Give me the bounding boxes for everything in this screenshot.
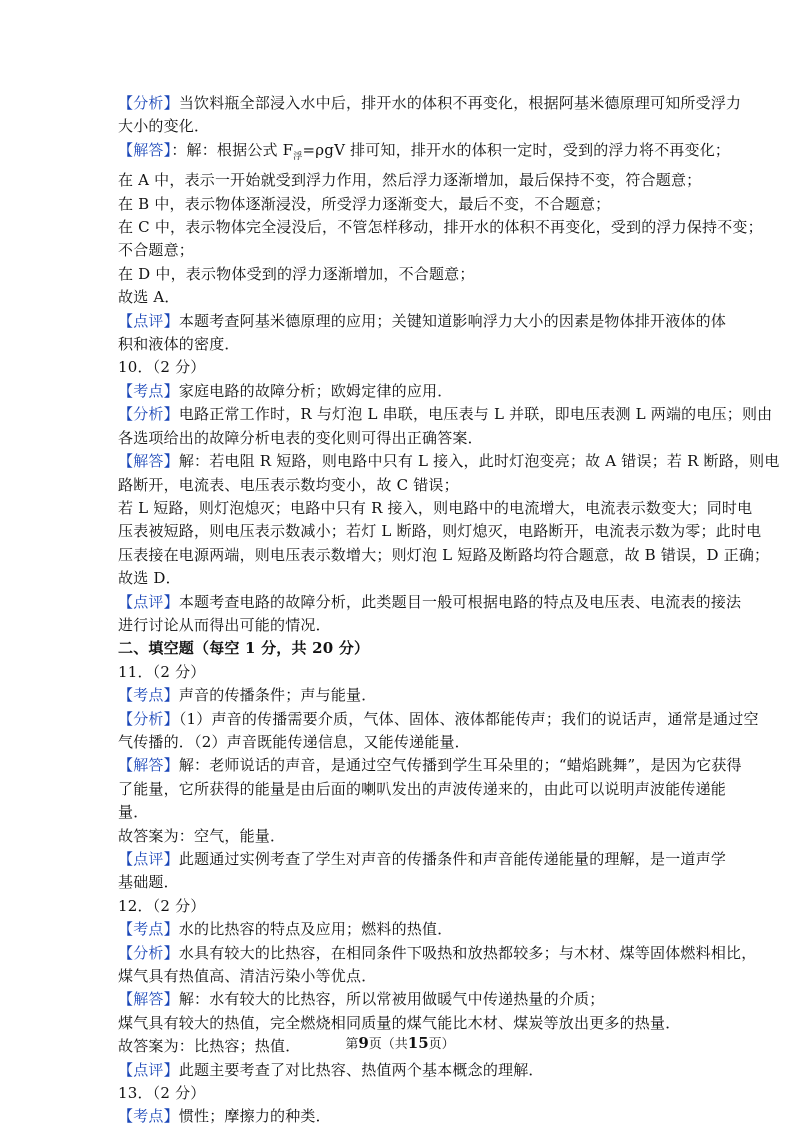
line-text: 若 L 短路，则灯泡熄灭；电路中只有 R 接入，则电路中的电流增大，电流表示数变大；同时电 — [118, 498, 753, 517]
line-text: 12．（2 分） — [118, 896, 206, 915]
section-tag: 【考点】 — [118, 1107, 179, 1126]
line-text: （1）声音的传播需要介质，气体、固体、液体都能传声；我们的说话声，通常是通过空 — [178, 709, 759, 728]
text-line — [118, 139, 731, 169]
line-text: 在 C 中，表示物体完全浸没后，不管怎样移动，排开水的体积不再变化，受到的浮力保持不变； — [118, 218, 763, 237]
text-line — [118, 614, 686, 637]
footer-total-pages: 15 — [407, 1034, 429, 1052]
text-line — [118, 115, 686, 138]
text-line — [118, 544, 770, 567]
line-text: 二、填空题（每空 1 分，共 20 分） — [118, 639, 370, 658]
text-line — [118, 801, 686, 824]
line-text: 大小的变化． — [118, 117, 210, 136]
line-text: 解：水有较大的比热容，所以常被用做暖气中传递热量的介质； — [178, 990, 605, 1009]
section-tag: 【解答】 — [118, 452, 179, 471]
text-line — [118, 474, 686, 497]
line-text: 故答案为：比热容；热值． — [118, 1037, 301, 1056]
line-text: 压表接在电源两端，则电压表示数增大；则灯泡 L 短路及断路均符合题意，故 B 错误，D 正确； — [118, 545, 770, 564]
line-text: 故选 A． — [118, 288, 180, 307]
footer-suffix: 页） — [428, 1037, 455, 1052]
section-tag: 【分析】 — [118, 405, 179, 424]
line-text: 故答案为：空气，能量． — [118, 826, 286, 845]
line-text: 11．（2 分） — [118, 662, 206, 681]
text-line — [118, 497, 753, 520]
text-line — [118, 965, 686, 988]
line-text: ：解：根据公式 F — [171, 140, 294, 159]
line-text: 此题通过实例考查了学生对声音的传播条件和声音能传递能量的理解，是一道声学 — [178, 850, 727, 868]
text-line — [118, 942, 757, 965]
text-line — [118, 193, 686, 216]
footer-mid: 页（共 — [368, 1037, 408, 1052]
line-text: 水的比热容的特点及应用；燃料的热值． — [178, 920, 453, 939]
text-line — [118, 754, 742, 777]
section-tag: 【点评】 — [118, 1060, 179, 1079]
line-text: 在 A 中，表示一开始就受到浮力作用，然后浮力逐渐增加，最后保持不变，符合题意； — [118, 171, 702, 190]
line-text: =ρgV 排可知，排开水的体积一定时，受到的浮力将不再变化； — [302, 140, 731, 159]
line-text: 此题主要考查了对比热容、热值两个基本概念的理解． — [178, 1060, 544, 1079]
line-text: 本题考查电路的故障分析，此类题目一般可根据电路的特点及电压表、电流表的接法 — [178, 592, 742, 611]
text-line — [118, 871, 686, 894]
text-line — [118, 403, 773, 426]
line-text: 当饮料瓶全部浸入水中后，排开水的体积不再变化，根据阿基米德原理可知所受浮力 — [178, 94, 742, 112]
line-text: 本题考查阿基米德原理的应用；关键知道影响浮力大小的因素是物体排开液体的体 — [178, 311, 727, 330]
document-body — [118, 92, 780, 1129]
text-line — [118, 356, 686, 379]
text-line — [118, 591, 742, 614]
text-line — [118, 239, 686, 262]
text-line — [118, 684, 686, 707]
line-text: 煤气具有热值高、清洁污染小等优点． — [118, 967, 377, 986]
line-text: 解：若电阻 R 短路，则电路中只有 L 接入，此时灯泡变亮；故 A 错误；若 R 断路，则电 — [178, 452, 780, 471]
line-text: 了能量，它所获得的能量是由后面的喇叭发出的声波传递来的，由此可以说明声波能传递能 — [118, 779, 727, 798]
section-tag: 【解答】 — [118, 990, 179, 1009]
text-line — [118, 778, 727, 801]
text-line — [118, 310, 727, 333]
section-tag: 【分析】 — [118, 943, 179, 962]
text-line — [118, 263, 686, 286]
section-tag: 【解答】 — [118, 756, 179, 775]
text-line — [118, 825, 686, 848]
text-line — [118, 661, 686, 684]
text-line — [118, 1105, 686, 1128]
section-tag: 【点评】 — [118, 850, 179, 868]
line-text: 各选项给出的故障分析电表的变化则可得出正确答案． — [118, 428, 483, 447]
text-line — [118, 1012, 686, 1035]
text-line — [118, 520, 762, 543]
footer-page-number: 9 — [358, 1034, 369, 1052]
line-text: 故选 D． — [118, 569, 181, 588]
text-line — [118, 1082, 686, 1105]
text-line — [118, 380, 686, 403]
text-line — [118, 169, 702, 192]
section-tag: 【分析】 — [118, 94, 179, 112]
line-text: 不合题意； — [118, 241, 195, 260]
line-text: 量． — [118, 803, 149, 822]
line-text: 解：老师说话的声音，是通过空气传播到学生耳朵里的；“蜡焰跳舞”，是因为它获得 — [178, 756, 742, 775]
subscript: 浮 — [293, 151, 303, 162]
text-line — [118, 216, 763, 239]
line-text: 气传播的．（2）声音既能传递信息，又能传递能量． — [118, 732, 470, 751]
text-line — [118, 708, 759, 731]
line-text: 在 D 中，表示物体受到的浮力逐渐增加，不合题意； — [118, 264, 475, 283]
line-text: 路断开，电流表、电压表示数均变小，故 C 错误； — [118, 475, 459, 494]
line-text: 煤气具有较大的热值，完全燃烧相同质量的煤气能比木材、煤炭等放出更多的热量． — [118, 1013, 681, 1032]
text-line — [118, 895, 686, 918]
section-tag: 【考点】 — [118, 686, 179, 705]
line-text: 基础题． — [118, 873, 179, 892]
line-text: 声音的传播条件；声与能量． — [178, 686, 377, 705]
text-line — [118, 637, 686, 660]
section-tag: 【点评】 — [118, 592, 179, 611]
line-text: 水具有较大的比热容，在相同条件下吸热和放热都较多；与木材、煤等固体燃料相比， — [178, 943, 757, 962]
text-line — [118, 918, 686, 941]
section-tag: 【考点】 — [118, 920, 179, 939]
text-line — [118, 427, 686, 450]
line-text: 家庭电路的故障分析；欧姆定律的应用． — [178, 381, 453, 400]
text-line — [118, 988, 686, 1011]
section-tag: 【点评】 — [118, 311, 179, 330]
footer-prefix: 第 — [345, 1037, 359, 1052]
line-text: 电路正常工作时，R 与灯泡 L 串联，电压表与 L 并联，即电压表测 L 两端的电压；则由 — [178, 405, 773, 424]
text-line — [118, 1059, 686, 1082]
text-line — [118, 92, 742, 115]
section-tag: 【解答】 — [118, 140, 172, 159]
line-text: 进行讨论从而得出可能的情况． — [118, 615, 331, 634]
text-line — [118, 567, 686, 590]
line-text: 10．（2 分） — [118, 358, 206, 377]
line-text: 在 B 中，表示物体逐渐浸没，所受浮力逐渐变大，最后不变，不合题意； — [118, 194, 611, 213]
text-line — [118, 731, 686, 754]
text-line — [118, 848, 727, 871]
line-text: 压表被短路，则电压表示数减小；若灯 L 断路，则灯熄灭，电路断开，电流表示数为零；此时电 — [118, 522, 762, 541]
section-tag: 【考点】 — [118, 381, 179, 400]
text-line — [118, 450, 780, 473]
line-text: 惯性；摩擦力的种类． — [178, 1107, 331, 1126]
page-footer — [0, 1033, 800, 1052]
section-tag: 【分析】 — [118, 709, 179, 728]
text-line — [118, 333, 686, 356]
text-line — [118, 286, 686, 309]
line-text: 积和液体的密度． — [118, 335, 240, 354]
line-text: 13．（2 分） — [118, 1084, 206, 1103]
